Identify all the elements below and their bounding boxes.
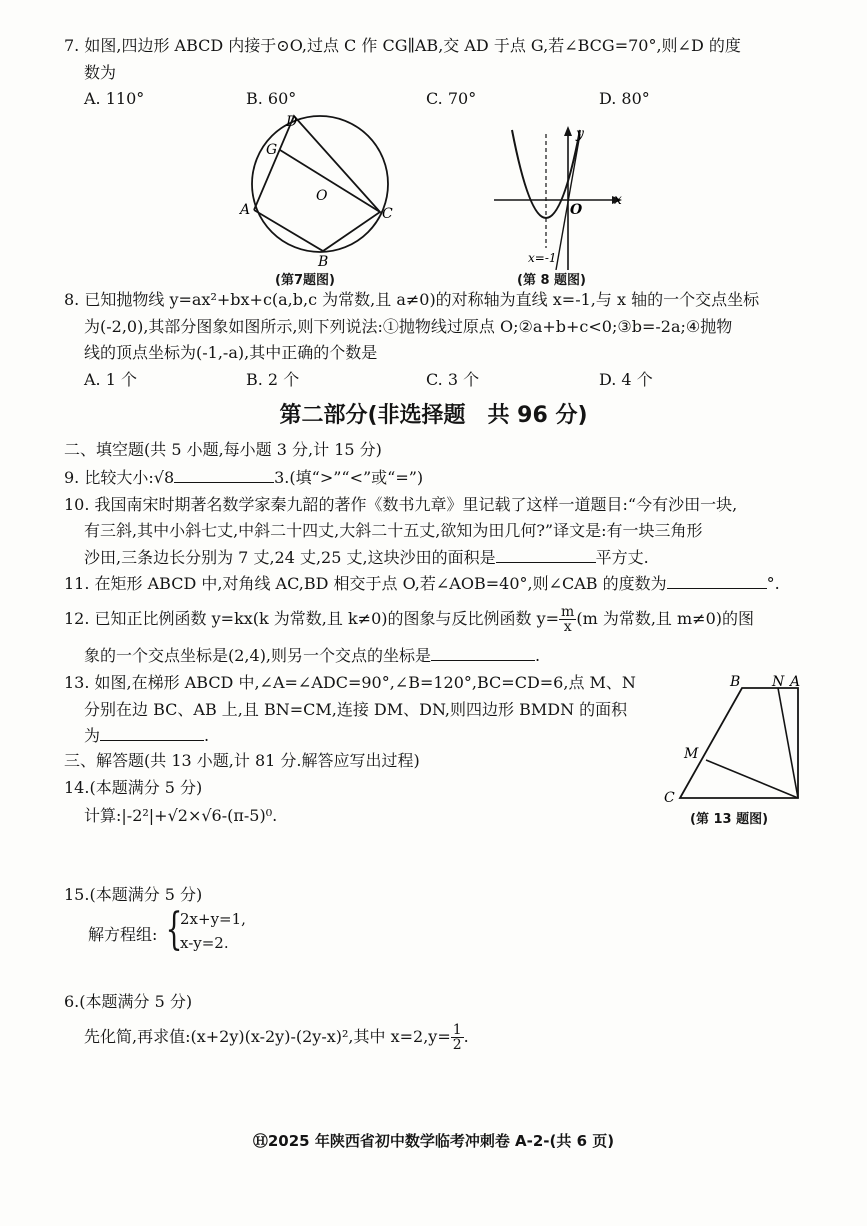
q15-label: 解方程组: bbox=[88, 925, 158, 944]
label-y: y bbox=[576, 126, 584, 142]
label-x: x bbox=[614, 192, 622, 208]
q7-option-d: D. 80° bbox=[599, 89, 650, 108]
q8-option-c: C. 3 个 bbox=[426, 370, 480, 389]
q8-option-a: A. 1 个 bbox=[84, 370, 137, 389]
q15-heading: 15.(本题满分 5 分) bbox=[64, 885, 203, 904]
q8-stem-line3: 线的顶点坐标为(-1,-a),其中正确的个数是 bbox=[84, 343, 378, 362]
label-m: M bbox=[684, 746, 699, 762]
q14-heading: 14.(本题满分 5 分) bbox=[64, 778, 203, 797]
label-c: C bbox=[664, 790, 675, 806]
figure-8-caption: (第 8 题图) bbox=[517, 273, 586, 288]
q12-prefix: 12. 已知正比例函数 y=kx(k 为常数,且 k≠0)的图象与反比例函数 y= bbox=[64, 609, 560, 628]
q16-fraction bbox=[451, 1023, 464, 1052]
label-d: D bbox=[286, 114, 298, 130]
q12-fraction bbox=[559, 605, 576, 634]
label-axis-line: x=-1 bbox=[528, 251, 557, 265]
q15-equation-1: 2x+y=1, bbox=[180, 910, 246, 928]
q16-suffix: . bbox=[463, 1027, 469, 1046]
q7-stem-line1: 7. 如图,四边形 ABCD 内接于⊙O,过点 C 作 CG∥AB,交 AD 于点 G,若∠BCG=70°,则∠D 的度 bbox=[64, 36, 741, 55]
q10-stem-line3 bbox=[84, 548, 649, 568]
figure-13-caption: (第 13 题图) bbox=[690, 812, 769, 827]
q13-stem-line1: 13. 如图,在梯形 ABCD 中,∠A=∠ADC=90°,∠B=120°,BC=CD=6,点 M、N bbox=[64, 673, 636, 692]
label-b: B bbox=[318, 254, 329, 268]
q13-line3-prefix: 为 bbox=[84, 726, 101, 745]
figure-7-caption: (第7题图) bbox=[275, 273, 335, 288]
segment-dm bbox=[706, 760, 798, 798]
q15-equation-2: x-y=2. bbox=[180, 934, 229, 952]
q11-prefix: 11. 在矩形 ABCD 中,对角线 AC,BD 相交于点 O,若∠AOB=40°,则∠CAB 的度数为 bbox=[64, 574, 667, 593]
label-a: A bbox=[790, 674, 801, 690]
q12-stem-line2 bbox=[84, 646, 540, 666]
segment-dn bbox=[778, 688, 798, 798]
label-b: B bbox=[730, 674, 741, 690]
q12-line2-prefix: 象的一个交点坐标是(2,4),则另一个交点的坐标是 bbox=[84, 646, 432, 665]
label-o: O bbox=[316, 188, 328, 204]
q12-fraction-numerator: m bbox=[561, 604, 575, 620]
part-two-title: 第二部分(非选择题 共 96 分) bbox=[279, 403, 588, 428]
q9-answer-blank[interactable] bbox=[174, 468, 274, 483]
q12-line2-suffix: . bbox=[535, 646, 541, 665]
q10-stem-line1: 10. 我国南宋时期著名数学家秦九韶的著作《数书九章》里记载了这样一道题目:“今有沙田一块, bbox=[64, 495, 738, 514]
label-c: C bbox=[382, 206, 393, 222]
q16-prefix: 先化简,再求值:(x+2y)(x-2y)-(2y-x)²,其中 x=2,y= bbox=[84, 1027, 451, 1046]
label-a: A bbox=[240, 202, 251, 218]
label-origin: O bbox=[570, 202, 583, 218]
q11-line bbox=[64, 574, 780, 594]
q13-answer-blank[interactable] bbox=[100, 726, 204, 741]
segment-cg bbox=[280, 150, 380, 212]
q15-brace: { bbox=[165, 904, 183, 955]
q12-answer-blank[interactable] bbox=[431, 646, 535, 661]
q7-option-b: B. 60° bbox=[246, 89, 297, 108]
section-fill-in-heading: 二、填空题(共 5 小题,每小题 3 分,计 15 分) bbox=[64, 440, 382, 459]
q8-stem-line2: 为(-2,0),其部分图象如图所示,则下列说法:①抛物线过原点 O;②a+b+c<0;③b=-2a;④抛物 bbox=[84, 317, 733, 336]
label-n: N bbox=[772, 674, 785, 690]
q12-suffix: (m 为常数,且 m≠0)的图 bbox=[576, 609, 755, 628]
y-axis-arrow bbox=[564, 126, 572, 136]
q7-stem-line2: 数为 bbox=[84, 63, 117, 82]
q16-fraction-denominator: 2 bbox=[452, 1037, 462, 1053]
figure-8-parabola bbox=[488, 120, 628, 270]
circle-o bbox=[252, 116, 388, 252]
q13-stem-line2: 分别在边 BC、AB 上,且 BN=CM,连接 DM、DN,则四边形 BMDN 的面积 bbox=[84, 700, 628, 719]
q12-fraction-denominator: x bbox=[563, 619, 572, 635]
q7-option-c: C. 70° bbox=[426, 89, 477, 108]
q9-suffix: 3.(填“>”“<”或“=”) bbox=[274, 468, 424, 487]
q10-answer-blank[interactable] bbox=[496, 548, 596, 563]
q8-option-b: B. 2 个 bbox=[246, 370, 300, 389]
q11-suffix: °. bbox=[766, 574, 780, 593]
q7-option-a: A. 110° bbox=[84, 89, 145, 108]
page-footer: Ⓗ2025 年陕西省初中数学临考冲刺卷 A-2-(共 6 页) bbox=[252, 1132, 615, 1150]
label-g: G bbox=[266, 142, 278, 158]
q10-line3-suffix: 平方丈. bbox=[595, 548, 649, 567]
figure-7-circle-quadrilateral bbox=[220, 108, 420, 268]
quadrilateral-abcd bbox=[254, 116, 380, 251]
q16-expression bbox=[84, 1022, 469, 1052]
q14-expression: 计算:|-2²|+√2×√6-(π-5)⁰. bbox=[84, 806, 278, 825]
q13-line3-suffix: . bbox=[204, 726, 210, 745]
q8-stem-line1: 8. 已知抛物线 y=ax²+bx+c(a,b,c 为常数,且 a≠0)的对称轴为直线 x=-1,与 x 轴的一个交点坐标 bbox=[64, 290, 760, 309]
q10-stem-line2: 有三斜,其中小斜七丈,中斜二十四丈,大斜二十五丈,欲知为田几何?”译文是:有一块三角形 bbox=[84, 521, 703, 540]
section-solution-heading: 三、解答题(共 13 小题,计 81 分.解答应写出过程) bbox=[64, 751, 420, 770]
q12-stem-line1 bbox=[64, 604, 754, 634]
q8-option-d: D. 4 个 bbox=[599, 370, 653, 389]
q10-line3-prefix: 沙田,三条边长分别为 7 丈,24 丈,25 丈,这块沙田的面积是 bbox=[84, 548, 496, 567]
q9-prefix: 9. 比较大小:√8 bbox=[64, 468, 175, 487]
q11-answer-blank[interactable] bbox=[667, 574, 767, 589]
figure-13-trapezoid bbox=[660, 672, 810, 807]
q16-heading: 6.(本题满分 5 分) bbox=[64, 992, 193, 1011]
q13-stem-line3 bbox=[84, 726, 209, 746]
q16-fraction-numerator: 1 bbox=[452, 1022, 462, 1038]
q9-line bbox=[64, 468, 423, 488]
